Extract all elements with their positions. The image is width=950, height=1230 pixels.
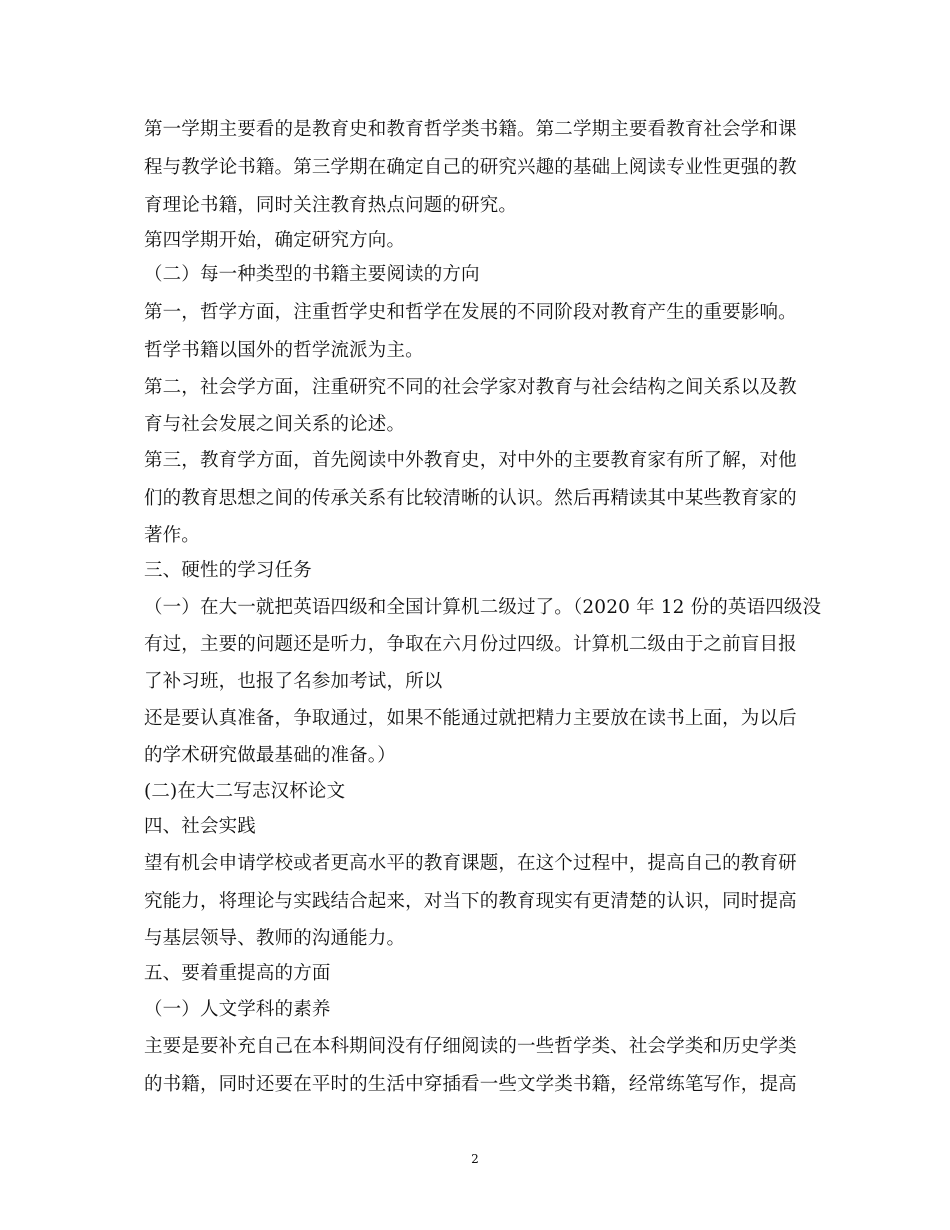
- text-line: 第一学期主要看的是教育史和教育哲学类书籍。第二学期主要看教育社会学和课: [144, 119, 797, 140]
- text-line: 究能力，将理论与实践结合起来，对当下的教育现实有更清楚的认识，同时提高: [144, 891, 797, 912]
- section-heading: 四、社会实践: [144, 816, 256, 837]
- text-line: 著作。: [144, 525, 200, 546]
- text-line: 的书籍，同时还要在平时的生活中穿插看一些文学类书籍，经常练笔写作，提高: [144, 1074, 797, 1095]
- text-line: 第三，教育学方面，首先阅读中外教育史，对中外的主要教育家有所了解，对他: [144, 450, 797, 471]
- text-line: 还是要认真准备，争取通过，如果不能通过就把精力主要放在读书上面，为以后: [144, 708, 797, 729]
- text-line: 育理论书籍，同时关注教育热点问题的研究。: [144, 195, 518, 216]
- text-line: 有过，主要的问题还是听力，争取在六月份过四级。计算机二级由于之前盲目报: [144, 634, 797, 655]
- section-heading: (二)在大二写志汉杯论文: [144, 781, 346, 802]
- text-line: （一）在大一就把英语四级和全国计算机二级过了。（2020 年 12 份的英语四级没: [144, 597, 822, 618]
- section-heading: 五、要着重提高的方面: [144, 963, 331, 984]
- section-heading: （二）每一种类型的书籍主要阅读的方向: [144, 264, 480, 285]
- text-line: 们的教育思想之间的传承关系有比较清晰的认识。然后再精读其中某些教育家的: [144, 488, 797, 509]
- text-line: 哲学书籍以国外的哲学流派为主。: [144, 340, 424, 361]
- page-number: 2: [471, 1152, 479, 1166]
- text-line: 望有机会申请学校或者更高水平的教育课题，在这个过程中，提高自己的教育研: [144, 853, 797, 874]
- text-line: 第二，社会学方面，注重研究不同的社会学家对教育与社会结构之间关系以及教: [144, 377, 797, 398]
- text-line: 程与教学论书籍。第三学期在确定自己的研究兴趣的基础上阅读专业性更强的教: [144, 157, 797, 178]
- text-line: 了补习班，也报了名参加考试，所以: [144, 671, 443, 692]
- section-heading: 三、硬性的学习任务: [144, 560, 312, 581]
- section-heading: （一）人文学科的素养: [144, 999, 331, 1020]
- text-line: 育与社会发展之间关系的论述。: [144, 414, 406, 435]
- text-line: 与基层领导、教师的沟通能力。: [144, 928, 406, 949]
- text-line: 的学术研究做最基础的准备。）: [144, 745, 396, 766]
- text-line: 第四学期开始，确定研究方向。: [144, 230, 406, 251]
- text-line: 第一，哲学方面，注重哲学史和哲学在发展的不同阶段对教育产生的重要影响。: [144, 302, 797, 323]
- text-line: 主要是要补充自己在本科期间没有仔细阅读的一些哲学类、社会学类和历史学类: [144, 1036, 797, 1057]
